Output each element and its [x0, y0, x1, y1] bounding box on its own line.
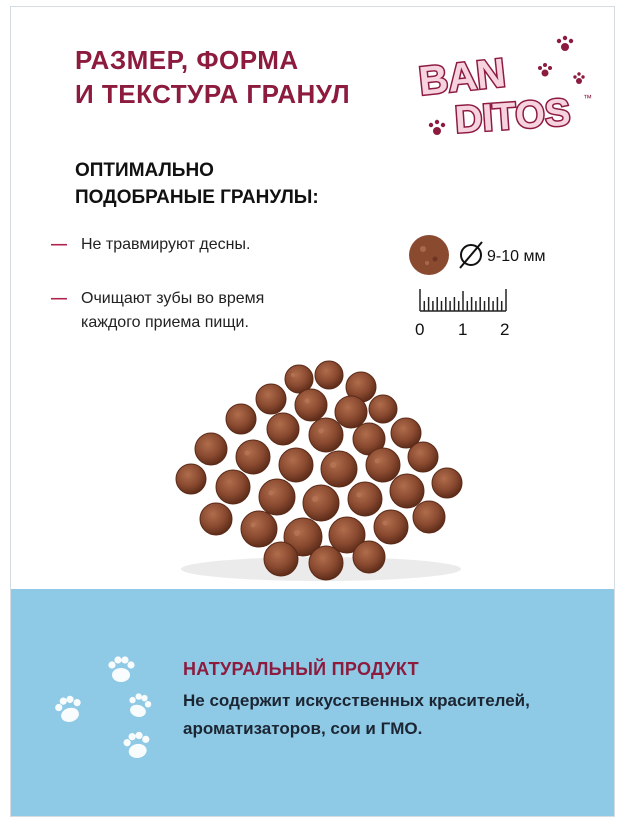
bullet-text: Очищают зубы во время каждого приема пищи. — [81, 290, 265, 331]
logo-line2: DITOS — [453, 91, 572, 142]
logo-line1: BAN — [416, 51, 508, 104]
paw-prints-icon — [41, 649, 171, 769]
page-title: РАЗМЕР, ФОРМА И ТЕКСТУРА ГРАНУЛ — [75, 45, 351, 109]
bullet-item — [51, 287, 264, 335]
ruler — [420, 289, 506, 311]
bullet-item — [51, 233, 250, 257]
bullet-dash: — — [51, 236, 67, 253]
logo-trademark: ™ — [583, 93, 592, 103]
natural-product-title: НАТУРАЛЬНЫЙ ПРОДУКТ — [183, 659, 419, 679]
size-scale — [407, 233, 577, 343]
ruler-tick-label: 0 — [415, 320, 425, 339]
section-subtitle: ОПТИМАЛЬНО ПОДОБРАНЫЕ ГРАНУЛЫ: — [75, 160, 319, 208]
natural-product-text: Не содержит искусственных красителей, ароматизаторов, сои и ГМО. — [183, 691, 530, 738]
kibble-pile-image — [161, 357, 481, 587]
ruler-tick-label: 1 — [458, 320, 468, 339]
bullet-dash: — — [51, 290, 67, 307]
kibble-sample-icon — [409, 235, 449, 275]
natural-product-panel — [11, 589, 615, 817]
bandiitos-logo — [397, 29, 597, 149]
diameter-icon — [460, 242, 482, 268]
bullet-text: Не травмируют десны. — [81, 236, 251, 253]
product-card — [10, 6, 615, 817]
ruler-tick-label: 2 — [500, 320, 510, 339]
diameter-label: 9-10 мм — [487, 248, 546, 265]
